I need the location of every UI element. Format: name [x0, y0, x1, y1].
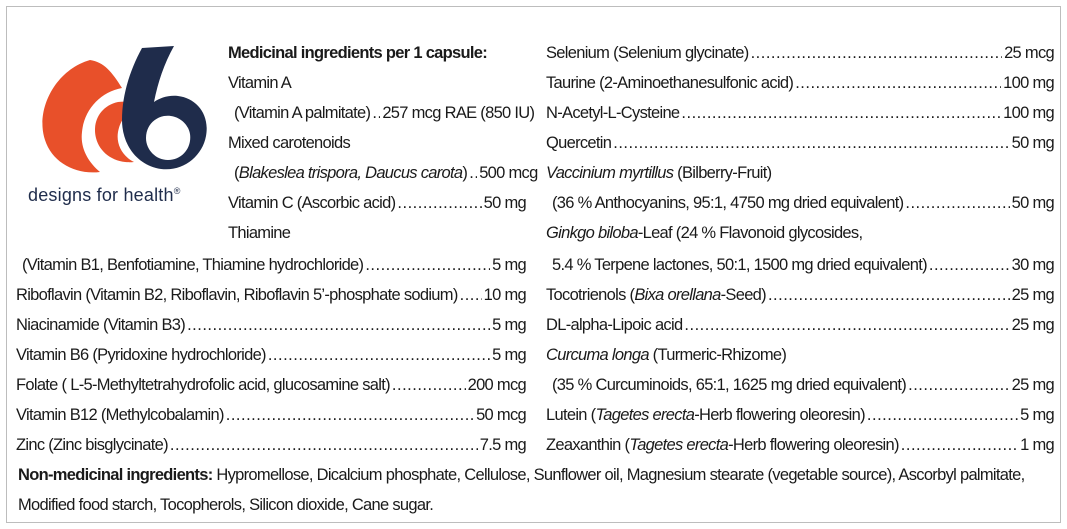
ingredient-row: Folate ( L-5-Methyltetrahydrofolic acid, glucosamine salt) ..... 200 mcg [16, 370, 526, 400]
ingredient-row: Riboflavin (Vitamin B2, Riboflavin, Riboflavin 5’-phosphate sodium) ..... 10 mg [16, 280, 526, 310]
ingredient-line: Mixed carotenoids [228, 134, 351, 152]
ingredient-row: Selenium (Selenium glycinate) ..... 25 mcg [546, 38, 1054, 68]
ingredient-row: (Blakeslea trispora, Daucus carota) ..... 500 mcg [234, 158, 526, 188]
ingredient-line: Vitamin A [228, 74, 292, 92]
ingredient-row: Zinc (Zinc bisglycinate) ..... 7.5 mg [16, 430, 526, 460]
ingredient-line: Ginkgo biloba-Leaf (24 % Flavonoid glycosides, [546, 224, 863, 242]
non-medicinal-ingredients [18, 460, 1058, 520]
ingredient-row: (35 % Curcuminoids, 65:1, 1625 mg dried equivalent) ..... 25 mg [552, 370, 1054, 400]
non-medicinal-text: Hypromellose, Dicalcium phosphate, Cellulose, Sunflower oil, Magnesium stearate (vegetable source), Ascorbyl palmitate, Modified food starch, Tocopherols, Silicon dioxide, Cane sugar. [18, 466, 1025, 514]
brand-name: designs for health® [28, 185, 181, 205]
ingredient-row: Quercetin ..... 50 mg [546, 128, 1054, 158]
ingredient-row: (Vitamin B1, Benfotiamine, Thiamine hydrochloride) ..... 5 mg [22, 250, 526, 280]
ingredient-row: Vitamin C (Ascorbic acid) ..... 50 mg [228, 188, 526, 218]
medicinal-heading: Medicinal ingredients per 1 capsule: [228, 44, 488, 62]
ingredient-row: Zeaxanthin (Tagetes erecta-Herb flowering oleoresin) ..... 1 mg [546, 430, 1054, 460]
ingredient-row: (Vitamin A palmitate) ..... 257 mcg RAE (850 IU) [234, 98, 526, 128]
ingredient-line: Curcuma longa (Turmeric-Rhizome) [546, 346, 787, 364]
ingredient-row: (36 % Anthocyanins, 95:1, 4750 mg dried equivalent) ..... 50 mg [552, 188, 1054, 218]
ingredient-row: Tocotrienols (Bixa orellana-Seed) ..... 25 mg [546, 280, 1054, 310]
ingredient-row: Taurine (2-Aminoethanesulfonic acid) ..... 100 mg [546, 68, 1054, 98]
ingredient-row: N-Acetyl-L-Cysteine ..... 100 mg [546, 98, 1054, 128]
ingredient-row: Lutein (Tagetes erecta-Herb flowering oleoresin) ..... 5 mg [546, 400, 1054, 430]
ingredient-row: DL-alpha-Lipoic acid ..... 25 mg [546, 310, 1054, 340]
db-logo-icon [30, 40, 210, 180]
non-medicinal-label: Non-medicinal ingredients: [18, 466, 213, 484]
ingredient-row: Vitamin B6 (Pyridoxine hydrochloride) ..... 5 mg [16, 340, 526, 370]
ingredient-row: Niacinamide (Vitamin B3) ..... 5 mg [16, 310, 526, 340]
ingredient-line: Thiamine [228, 224, 291, 242]
brand-logo [28, 40, 218, 220]
ingredient-row: Vitamin B12 (Methylcobalamin) ..... 50 mcg [16, 400, 526, 430]
ingredient-row: 5.4 % Terpene lactones, 50:1, 1500 mg dried equivalent) ..... 30 mg [552, 250, 1054, 280]
ingredient-line: Vaccinium myrtillus (Bilberry-Fruit) [546, 164, 772, 182]
